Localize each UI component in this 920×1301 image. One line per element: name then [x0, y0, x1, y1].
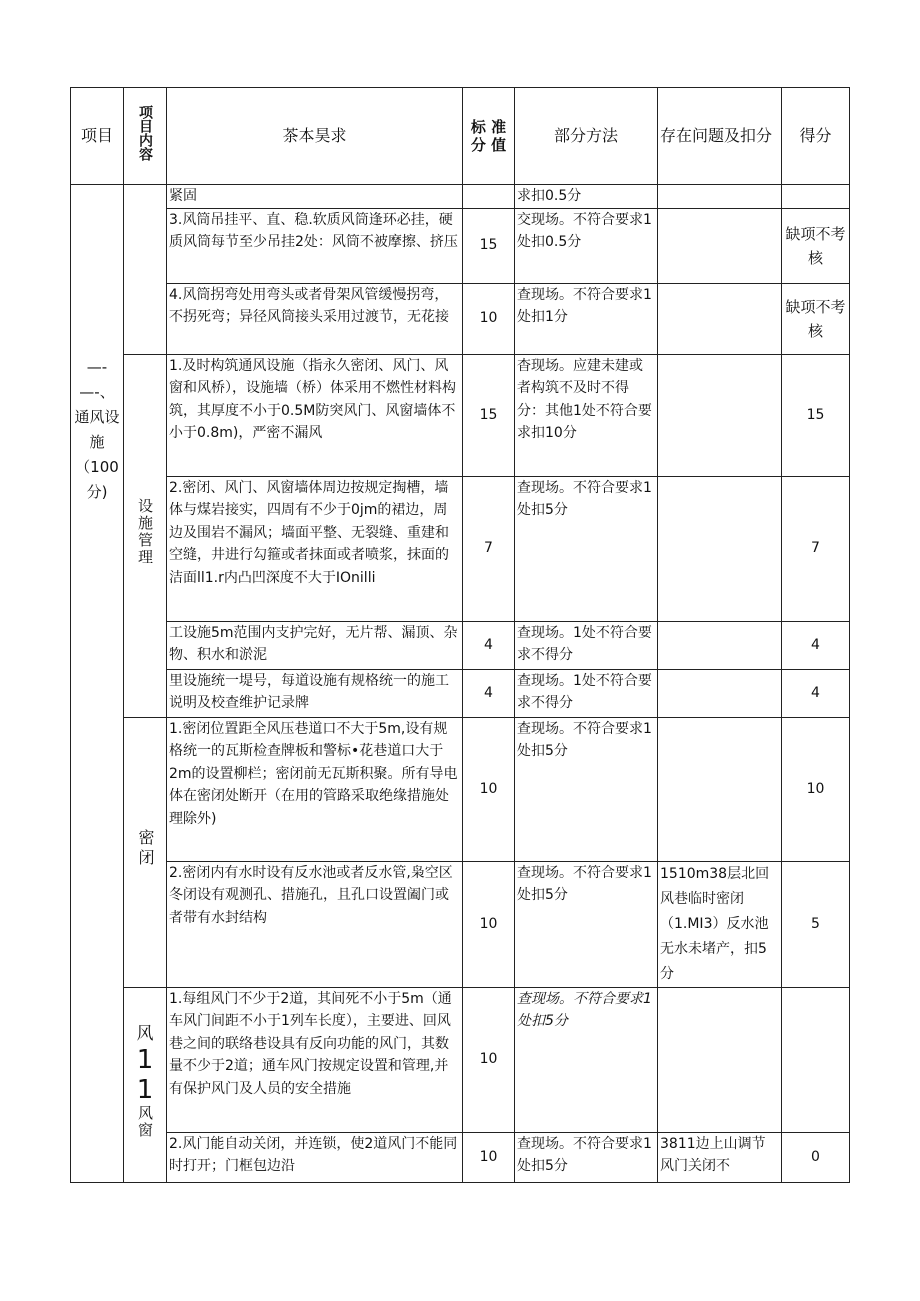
- issue-cell: 1510m38层北回风巷临时密闭（1.MI3）反水池无水未堵产，扣5分: [658, 861, 782, 987]
- requirement-cell: 2.密闭、风门、风窗墙体周边按规定掏槽，墙体与煤岩接实，四周有不少于0jm的裙边，周边及围岩不漏风；墙面平整、无裂缝、重建和空缝，井进行勾箍或者抹面或者喷浆，抹面的洁面ll1.r内凸凹深度不大于IOnilli: [167, 476, 463, 621]
- method-cell: 查现场。不符合要求1处扣5分: [515, 476, 658, 621]
- issue-cell: [658, 354, 782, 476]
- group-facility-mgmt: [124, 354, 167, 717]
- score-cell: 0: [782, 1132, 850, 1182]
- issue-cell: 3811边上山调节风门关闭不: [658, 1132, 782, 1182]
- header-score: 得分: [782, 88, 850, 185]
- header-issues: 存在问题及扣分: [658, 88, 782, 185]
- score-cell: [782, 987, 850, 1132]
- group-door: [124, 987, 167, 1182]
- issue-cell: [658, 476, 782, 621]
- standard-cell: 15: [463, 208, 515, 283]
- score-cell: 7: [782, 476, 850, 621]
- score-cell: 4: [782, 669, 850, 717]
- standard-cell: 10: [463, 1132, 515, 1182]
- group-door-bottom: 风窗: [136, 1104, 154, 1139]
- method-cell: 查现场。1处不符合要求不得分: [515, 669, 658, 717]
- method-cell: 查现场。不符合要求1处扣5分: [515, 717, 658, 861]
- group-seal: [124, 717, 167, 987]
- evaluation-table: [70, 87, 850, 1183]
- group-door-mid1: 1: [136, 1044, 154, 1075]
- issue-cell: [658, 987, 782, 1132]
- requirement-cell: 2.密闭内有水时设有反水池或者反水管,枭空区冬闭设有观测孔、措施孔，且孔口设置阖门或者带有水封结构: [167, 861, 463, 987]
- header-content: [124, 88, 167, 185]
- table-row: [71, 669, 850, 717]
- table-row: [71, 476, 850, 621]
- issue-cell: [658, 717, 782, 861]
- header-requirement: 茶本昊求: [167, 88, 463, 185]
- table-row: [71, 987, 850, 1132]
- score-cell: 15: [782, 354, 850, 476]
- requirement-cell: 4.风筒拐弯处用弯头或者骨架风管缓慢拐弯，不拐死弯；异径风筒接头采用过渡节，无花接: [167, 283, 463, 354]
- table-row: [71, 208, 850, 283]
- score-cell: 10: [782, 717, 850, 861]
- standard-cell: [463, 185, 515, 209]
- issue-cell: [658, 208, 782, 283]
- table-row: [71, 283, 850, 354]
- score-cell: [782, 185, 850, 209]
- method-cell: 求扣0.5分: [515, 185, 658, 209]
- group-door-mid2: 1: [136, 1074, 154, 1105]
- score-cell: 5: [782, 861, 850, 987]
- group-cell-empty: [124, 185, 167, 355]
- header-standard-score: 标 准分 值: [463, 88, 515, 185]
- standard-cell: 15: [463, 354, 515, 476]
- method-cell: 查现场。不符合要求1处扣5分: [515, 987, 658, 1132]
- requirement-cell: 3.风筒吊挂平、直、稳.软质风筒逢环必挂，硬质风筒每节至少吊挂2处：风筒不被摩擦、挤压: [167, 208, 463, 283]
- group-seal-label: 密闭: [136, 828, 155, 869]
- requirement-cell: 里设施统一堤号，每道设施有规格统一的施工说明及校查维护记录牌: [167, 669, 463, 717]
- standard-cell: 10: [463, 987, 515, 1132]
- issue-cell: [658, 185, 782, 209]
- table-row: [71, 621, 850, 669]
- method-cell: 查现场。不符合要求1处扣1分: [515, 283, 658, 354]
- header-content-text: 项目内容: [137, 104, 153, 161]
- score-cell: 4: [782, 621, 850, 669]
- issue-cell: [658, 621, 782, 669]
- method-cell: 交现场。不符合要求1处扣0.5分: [515, 208, 658, 283]
- header-row: [71, 88, 850, 185]
- requirement-cell: 2.风门能自动关闭，并连锁，使2道风门不能同时打开；门框包边沿: [167, 1132, 463, 1182]
- requirement-cell: 紧固: [167, 185, 463, 209]
- score-cell: 缺项不考核: [782, 208, 850, 283]
- group-facility-mgmt-label: 设施管理: [136, 497, 154, 566]
- standard-cell: 10: [463, 717, 515, 861]
- requirement-cell: 1.密闭位置距全风压巷道口不大于5m,设有规格统一的瓦斯检查牌板和警标•花巷道口大于2m的设置柳栏；密闭前无瓦斯积聚。所有导电体在密闭处断开（在用的管路采取绝缘措施处理除外): [167, 717, 463, 861]
- method-cell: 查现场。1处不符合要求不得分: [515, 621, 658, 669]
- table-row: [71, 1132, 850, 1182]
- table-row: [71, 861, 850, 987]
- issue-cell: [658, 283, 782, 354]
- standard-cell: 7: [463, 476, 515, 621]
- method-cell: 查现场。不符合要求1处扣5分: [515, 861, 658, 987]
- standard-cell: 4: [463, 621, 515, 669]
- issue-cell: [658, 669, 782, 717]
- table-row: [71, 185, 850, 209]
- requirement-cell: 1.每组风门不少于2道，其间死不小于5m（通车风门间距不小于1列车长度），主要进、回风巷之间的联络巷设具有反向功能的风门，其数量不少于2道；通车风门按规定设置和管理,并有保护风门及人员的安全措施: [167, 987, 463, 1132]
- group-door-top: 风: [136, 1023, 154, 1044]
- requirement-cell: 1.及时构筑通风设施（指永久密闭、风门、风窗和风桥），设施墙（桥）体采用不燃性材料构筑，其厚度不小于0.5M防突风门、风窗墙体不小于0.8m)，严密不漏风: [167, 354, 463, 476]
- standard-cell: 4: [463, 669, 515, 717]
- method-cell: 查现场。不符合要求1处扣5分: [515, 1132, 658, 1182]
- section-label-cell: [71, 185, 124, 1183]
- header-item: 项目: [71, 88, 124, 185]
- header-method: 部分方法: [515, 88, 658, 185]
- standard-cell: 10: [463, 283, 515, 354]
- standard-cell: 10: [463, 861, 515, 987]
- requirement-cell: 工设施5m范围内支护完好，无片帮、漏顶、杂物、积水和淤泥: [167, 621, 463, 669]
- table-row: [71, 354, 850, 476]
- method-cell: 杳现场。应建未建或者构筑不及时不得分：其他1处不符合要求扣10分: [515, 354, 658, 476]
- section-label: —-—-、通风设施（100分): [74, 358, 120, 501]
- score-cell: 缺项不考核: [782, 283, 850, 354]
- table-row: [71, 717, 850, 861]
